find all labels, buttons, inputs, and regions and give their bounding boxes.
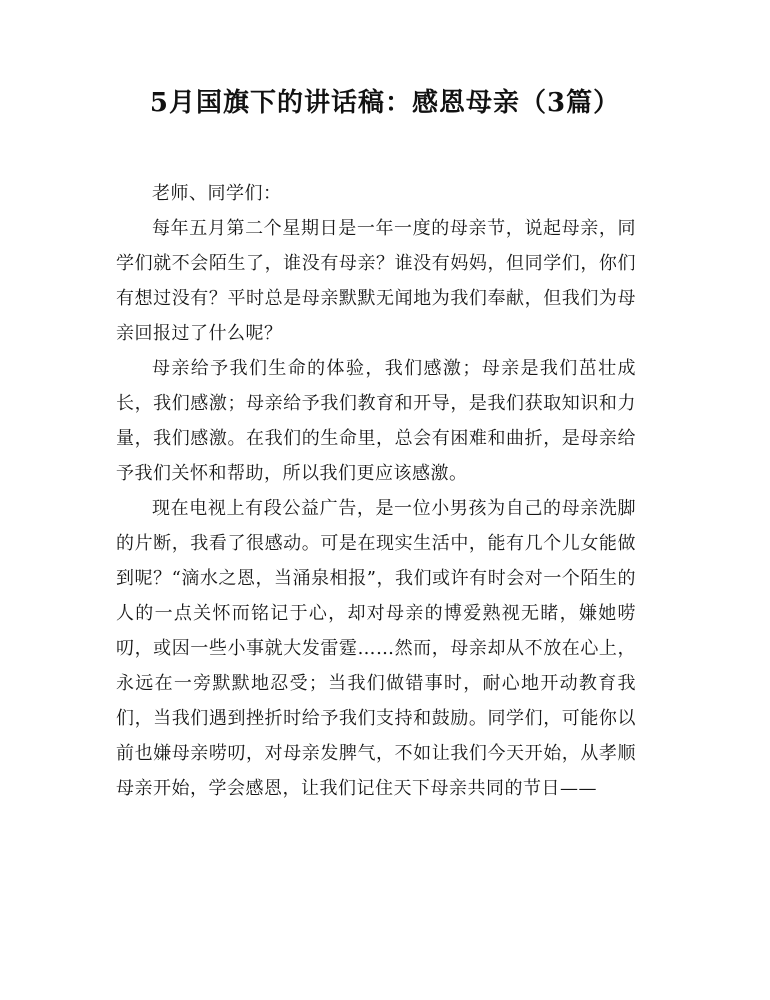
paragraph-2: 母亲给予我们生命的体验，我们感激；母亲是我们茁壮成长，我们感激；母亲给予我们教育和开导，是我们获取知识和力量，我们感激。在我们的生命里，总会有困难和曲折，是母亲给予我们关怀和帮助，所以我们更应该感激。 [116, 358, 636, 484]
speech-body [116, 176, 636, 806]
salutation: 老师、同学们： [152, 183, 282, 204]
paragraph-3: 现在电视上有段公益广告，是一位小男孩为自己的母亲洗脚的片断，我看了很感动。可是在现实生活中，能有几个儿女能做到呢？“滴水之恩，当涌泉相报”，我们或许有时会对一个陌生的人的一点关怀而铭记于心，却对母亲的博爱熟视无睹，嫌她唠叨，或因一些小事就大发雷霆……然而，母亲却从不放在心上，永远在一旁默默地忍受；当我们做错事时，耐心地开动教育我们，当我们遇到挫折时给予我们支持和鼓励。同学们，可能你以前也嫌母亲唠叨，对母亲发脾气，不如让我们今天开始，从孝顺母亲开始，学会感恩，让我们记住天下母亲共同的节日—— [116, 498, 636, 799]
paragraph-1: 每年五月第二个星期日是一年一度的母亲节，说起母亲，同学们就不会陌生了，谁没有母亲？谁没有妈妈，但同学们，你们有想过没有？平时总是母亲默默无闻地为我们奉献，但我们为母亲回报过了什么呢？ [116, 218, 636, 344]
page-title: 5月国旗下的讲话稿：感恩母亲（3篇） [149, 88, 621, 118]
